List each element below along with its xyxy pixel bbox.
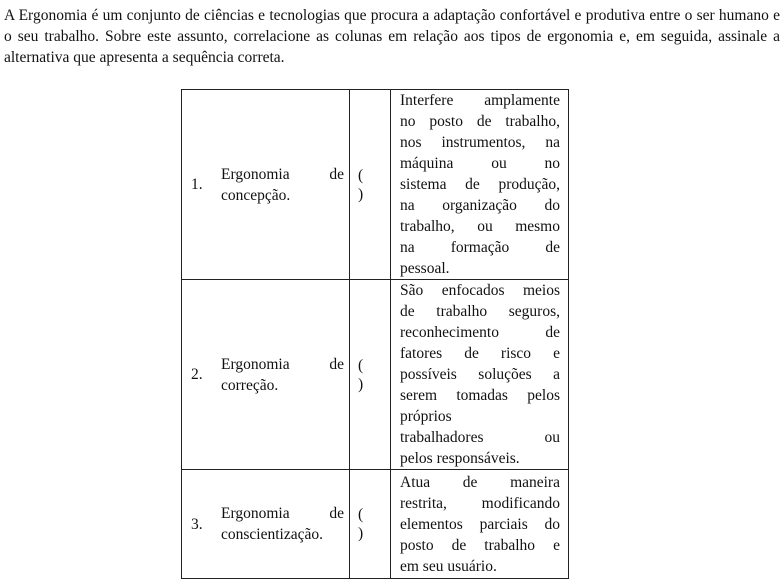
description-cell — [391, 90, 569, 280]
answer-blank[interactable]: ( ) — [350, 280, 391, 470]
ergonomy-type: Ergonomia de conscientização. — [221, 505, 344, 543]
table-row — [182, 90, 569, 280]
left-column-cell — [182, 280, 350, 470]
question-intro: A Ergonomia é um conjunto de ciências e tecnologias que procura a adaptação confortável e produtiva entre o ser humano e o seu trabalho. Sobre este assunto, correlacione as colunas em relação aos tipos de ergonomia e, em seguida, assinale a alternativa que apresenta a sequência correta. — [4, 7, 780, 66]
item-number: 1. — [191, 176, 203, 193]
description-cell — [391, 280, 569, 470]
description-text: Atua de maneira restrita, modificando elementos parciais do posto de trabalho e em seu usuário. — [400, 473, 560, 575]
ergonomy-type: Ergonomia de concepção. — [221, 165, 344, 204]
item-number: 3. — [191, 515, 203, 533]
table-row — [182, 280, 569, 470]
description-text: São enfocados meios de trabalho seguros, reconhecimento de fatores de risco e possíveis soluções a serem tomadas pelos próprios trabalhadores ou pelos responsáveis. — [400, 282, 560, 467]
matching-table — [181, 89, 569, 579]
left-column-cell — [182, 470, 350, 579]
table-row — [182, 470, 569, 579]
description-text: Interfere amplamente no posto de trabalho, nos instrumentos, na máquina ou no sistema de produção, na organização do trabalho, ou mesmo na formação de pessoal. — [400, 92, 560, 277]
answer-blank[interactable]: ( ) — [350, 90, 391, 280]
item-number: 2. — [191, 366, 203, 383]
description-cell — [391, 470, 569, 579]
ergonomy-type: Ergonomia de correção. — [221, 355, 344, 394]
left-column-cell — [182, 90, 350, 280]
answer-blank[interactable]: ( ) — [350, 470, 391, 579]
